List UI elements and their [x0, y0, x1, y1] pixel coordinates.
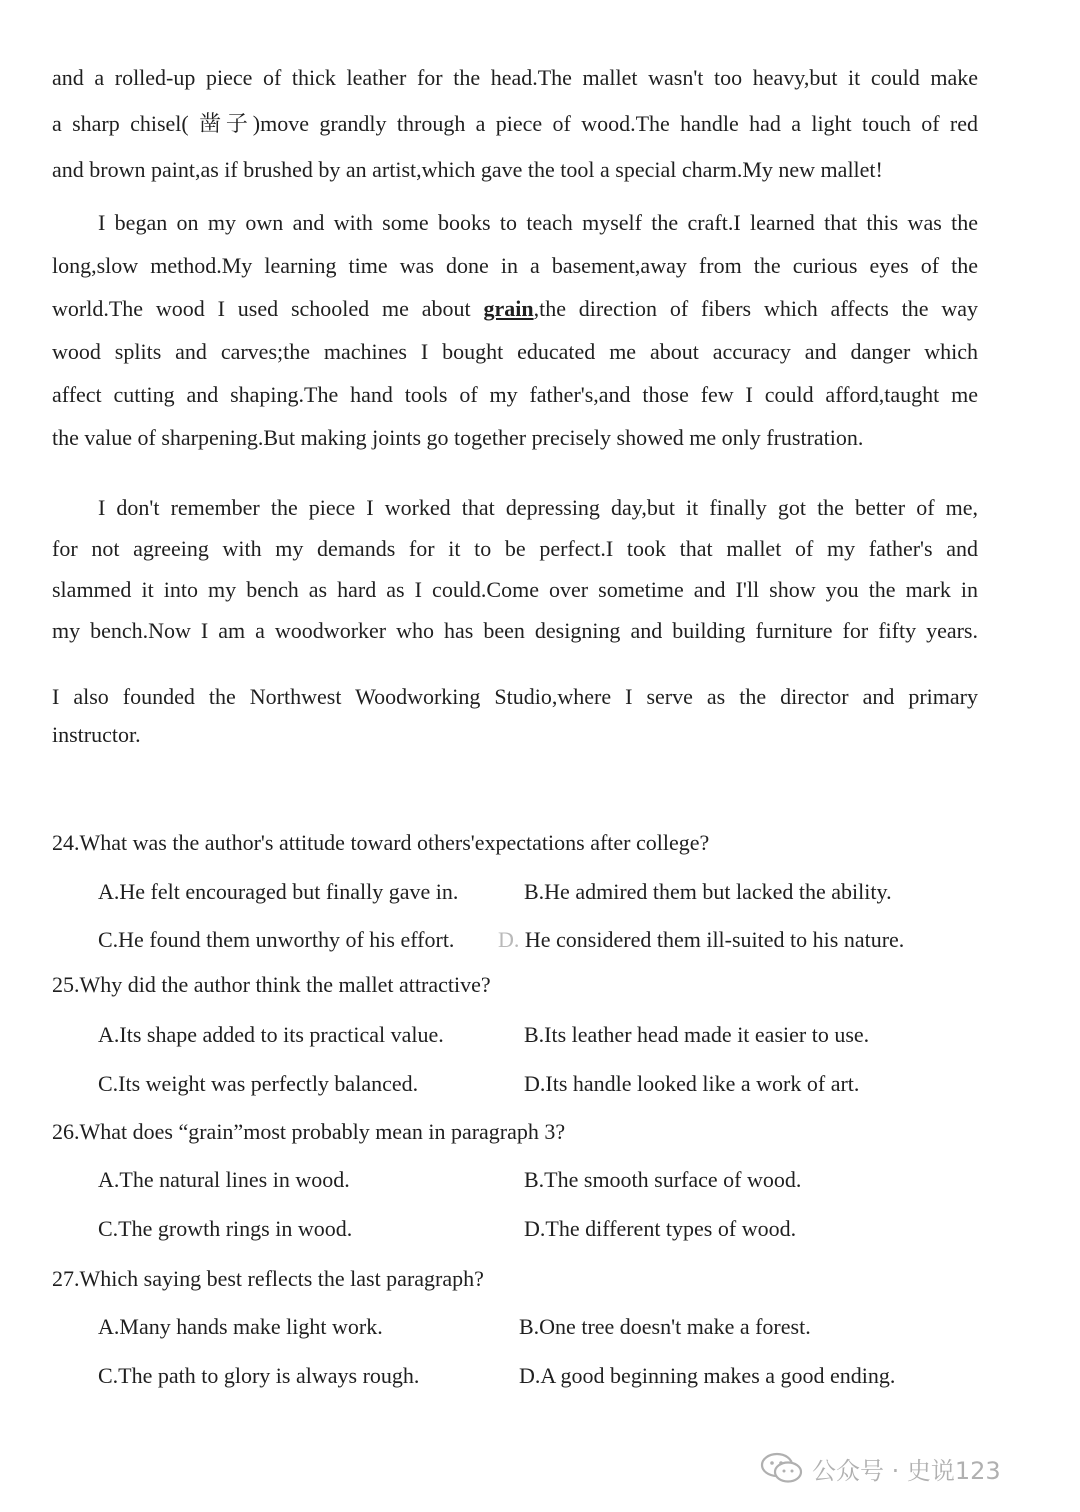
wechat-icon — [760, 1452, 804, 1484]
question-stem: 24.What was the author's attitude toward others'expectations after college? — [52, 830, 710, 855]
option-b: B.One tree doesn't make a forest. — [519, 1314, 811, 1339]
question-stem: 26.What does “grain”most probably mean in paragraph 3? — [52, 1119, 566, 1144]
option-d: D.Its handle looked like a work of art. — [524, 1071, 860, 1096]
passage-line: a sharp chisel( 凿子)move grandly through a piece of wood.The handle had a light touch of red — [52, 111, 978, 136]
passage-line: and a rolled-up piece of thick leather for the head.The mallet wasn't too heavy,but it could make — [52, 65, 978, 90]
option-b: B.The smooth surface of wood. — [524, 1167, 802, 1192]
passage-line: my bench.Now I am a woodworker who has been designing and building furniture for fifty years. — [52, 618, 978, 643]
option-a: A.Its shape added to its practical value. — [98, 1022, 444, 1047]
option-b: B.Its leather head made it easier to use. — [524, 1022, 870, 1047]
option-c: C.Its weight was perfectly balanced. — [98, 1071, 419, 1096]
passage-line: long,slow method.My learning time was done in a basement,away from the curious eyes of the — [52, 253, 978, 278]
text-span: world.The wood I used schooled me about — [52, 296, 484, 321]
option-text: He considered them ill-suited to his nature. — [519, 927, 905, 952]
option-c: C.He found them unworthy of his effort. — [98, 927, 455, 952]
option-letter: D. — [498, 927, 520, 952]
watermark-label: 公众号 · 史说123 — [812, 1456, 1001, 1485]
passage-line: instructor. — [52, 722, 141, 747]
option-d: D.The different types of wood. — [524, 1216, 797, 1241]
passage-line-grain — [52, 294, 978, 324]
text-span: ,the direction of fibers which affects the way — [533, 296, 978, 321]
passage-line: wood splits and carves;the machines I bought educated me about accuracy and danger which — [52, 339, 978, 364]
option-a: A.Many hands make light work. — [98, 1314, 383, 1339]
option-d — [498, 925, 904, 955]
grain-keyword: grain — [483, 296, 534, 321]
passage-line: I also founded the Northwest Woodworking Studio,where I serve as the director and primary — [52, 684, 978, 709]
option-a: A.The natural lines in wood. — [98, 1167, 350, 1192]
passage-line: the value of sharpening.But making joints go together precisely showed me only frustration. — [52, 425, 864, 450]
option-c: C.The growth rings in wood. — [98, 1216, 353, 1241]
question-stem: 27.Which saying best reflects the last paragraph? — [52, 1266, 484, 1291]
passage-line: affect cutting and shaping.The hand tools of my father's,and those few I could afford,taught me — [52, 382, 978, 407]
passage-line: slammed it into my bench as hard as I could.Come over sometime and I'll show you the mark in — [52, 577, 978, 602]
passage-line: and brown paint,as if brushed by an artist,which gave the tool a special charm.My new mallet! — [52, 157, 883, 182]
passage-line: for not agreeing with my demands for it to be perfect.I took that mallet of my father's and — [52, 536, 978, 561]
option-b: B.He admired them but lacked the ability. — [524, 879, 892, 904]
option-d: D.A good beginning makes a good ending. — [519, 1363, 896, 1388]
passage-line: I don't remember the piece I worked that depressing day,but it finally got the better of me, — [98, 495, 978, 520]
question-stem: 25.Why did the author think the mallet attractive? — [52, 972, 491, 997]
option-a: A.He felt encouraged but finally gave in. — [98, 879, 459, 904]
passage-line: I began on my own and with some books to teach myself the craft.I learned that this was the — [98, 210, 978, 235]
option-c: C.The path to glory is always rough. — [98, 1363, 420, 1388]
watermark — [760, 1450, 1001, 1486]
